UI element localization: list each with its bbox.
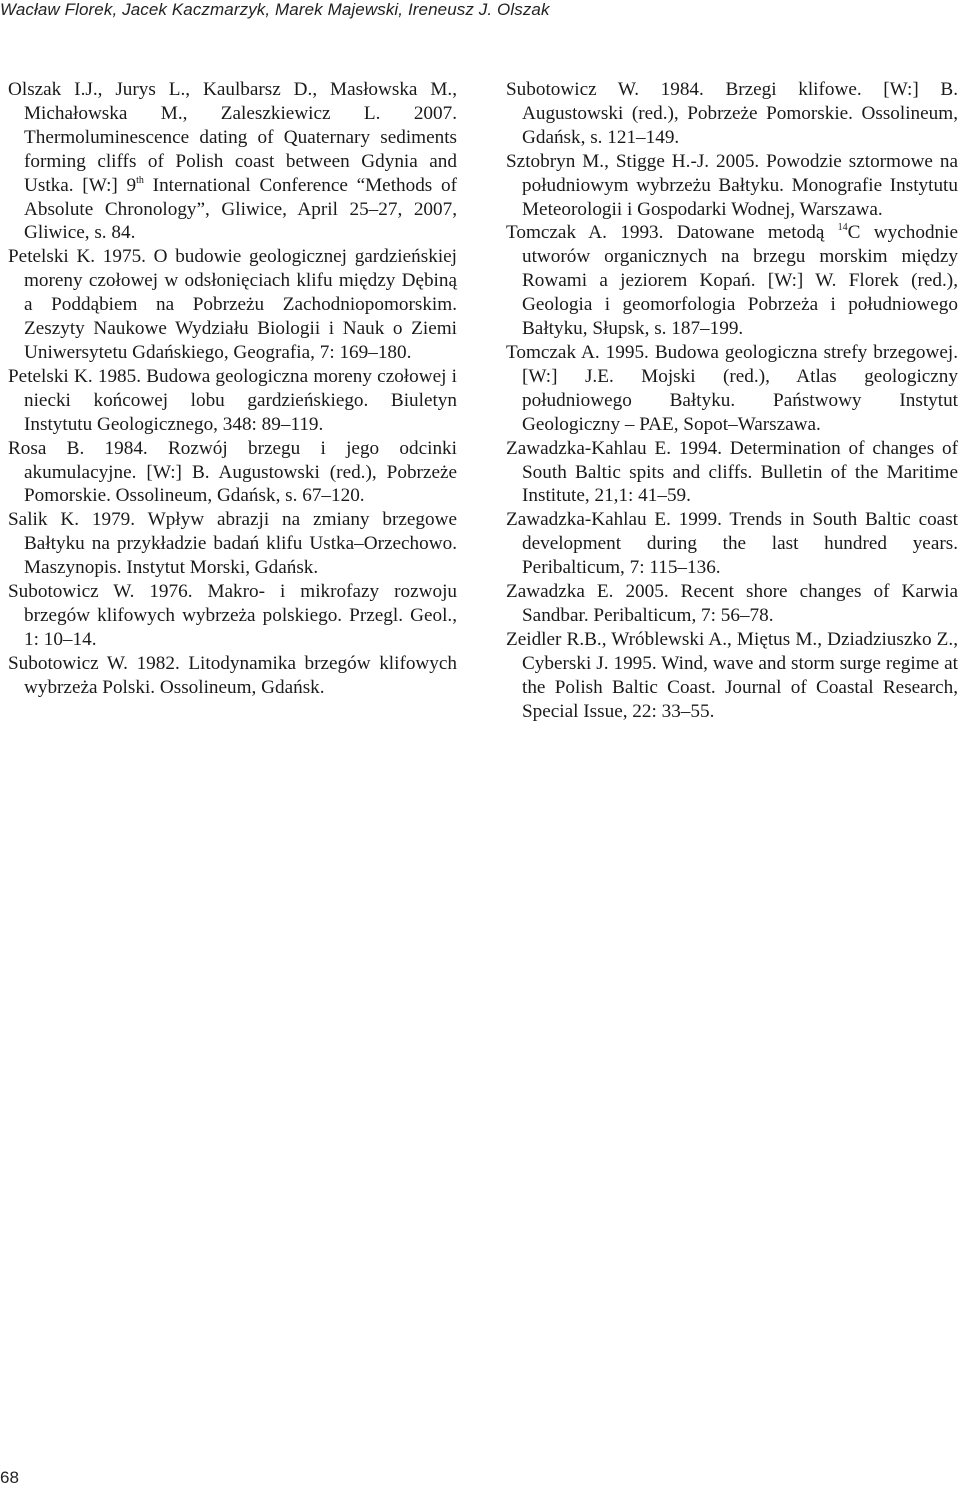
- page-number: 68: [0, 1468, 19, 1487]
- reference-entry: Subotowicz W. 1976. Makro- i mikrofazy rozwoju brzegów klifowych wybrzeża polskiego. Przegl. Geol., 1: 10–14.: [8, 581, 457, 650]
- reference-entry: Zawadzka-Kahlau E. 1999. Trends in South Baltic coast development during the last hundred years. Peribalticum, 7: 115–136.: [506, 509, 958, 579]
- reference-text: Olszak I.J., Jurys L., Kaulbarsz D., Masłowska M., Michałowska M., Zaleszkiewicz L. 2007. Thermoluminescence dating of Quaternary sediments forming cliffs of Polish coast between Gdynia and Ustka. [W:] 9: [8, 79, 457, 196]
- reference-entry: Subotowicz W. 1984. Brzegi klifowe. [W:] B. Augustowski (red.), Pobrzeże Pomorskie. Ossolineum, Gdańsk, s. 121–149.: [506, 79, 958, 148]
- reference-entry: Subotowicz W. 1982. Litodynamika brzegów klifowych wybrzeża Polski. Ossolineum, Gdańsk.: [8, 652, 457, 698]
- reference-entry: Sztobryn M., Stigge H.-J. 2005. Powodzie sztormowe na południowym wybrzeżu Bałtyku. Monografie Instytutu Meteorologii i Gospodarki Wodnej, Warszawa.: [506, 150, 958, 220]
- reference-entry: [8, 78, 457, 245]
- reference-entry: Zeidler R.B., Wróblewski A., Miętus M., Dziadziuszko Z., Cyberski J. 1995. Wind, wave and storm surge regime at the Polish Baltic Coast. Journal of Coastal Research, Special Issue, 22: 33–55.: [506, 628, 958, 722]
- reference-text: International Conference “Methods of Absolute Chronology”, Gliwice, April 25–27, 2007, Gliwice, s. 84.: [24, 174, 458, 244]
- reference-entry: Tomczak A. 1995. Budowa geologiczna strefy brzegowej. [W:] J.E. Mojski (red.), Atlas geologiczny południowego Bałtyku. Państwowy Instytut Geologiczny – PAE, Sopot–Warszawa.: [506, 341, 958, 435]
- reference-entry: Rosa B. 1984. Rozwój brzegu i jego odcinki akumulacyjne. [W:] B. Augustowski (red.), Pobrzeże Pomorskie. Ossolineum, Gdańsk, s. 67–120.: [8, 437, 457, 507]
- reference-entry: Petelski K. 1975. O budowie geologicznej gardzieńskiej moreny czołowej w odsłonięciach klifu między Dębiną a Poddąbiem na Pobrzeżu Zachodniopomorskim. Zeszyty Naukowe Wydziału Biologii i Nauk o Ziemi Uniwersytetu Gdańskiego, Geografia, 7: 169–180.: [8, 246, 457, 363]
- reference-entry: Zawadzka E. 2005. Recent shore changes of Karwia Sandbar. Peribalticum, 7: 56–78.: [506, 581, 958, 626]
- running-head-authors: Wacław Florek, Jacek Kaczmarzyk, Marek Majewski, Ireneusz J. Olszak: [0, 0, 550, 19]
- reference-entry: Zawadzka-Kahlau E. 1994. Determination of changes of South Baltic spits and cliffs. Bulletin of the Maritime Institute, 21,1: 41–59.: [506, 437, 958, 507]
- reference-entry: Petelski K. 1985. Budowa geologiczna moreny czołowej i niecki końcowej lobu gardzieńskiego. Biuletyn Instytutu Geologicznego, 348: 89–119.: [8, 365, 457, 435]
- superscript: 14: [837, 222, 848, 234]
- references-right-column: [506, 78, 958, 723]
- superscript: th: [136, 174, 144, 186]
- references-left-column: [8, 78, 457, 700]
- reference-text: C wychodnie utworów organicznych na brzegu morskim między Rowami a jeziorem Kopań. [W:] W. Florek (red.), Geologia i geomorfologia Pobrzeża i południowego Bałtyku, Słupsk, s. 187–199.: [522, 222, 958, 340]
- reference-entry: [506, 221, 958, 341]
- reference-entry: Salik K. 1979. Wpływ abrazji na zmiany brzegowe Bałtyku na przykładzie badań klifu Ustka–Orzechowo. Maszynopis. Instytut Morski, Gdańsk.: [8, 509, 457, 579]
- reference-text: Tomczak A. 1993. Datowane metodą: [506, 222, 838, 244]
